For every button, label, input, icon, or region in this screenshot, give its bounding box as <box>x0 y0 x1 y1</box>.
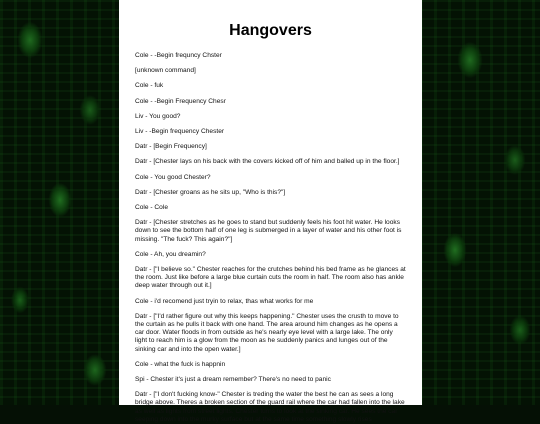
log-entry: Cole - i'd recomend just tryin to relax, thas what works for me <box>135 297 314 305</box>
log-entry: Cole - You good Chester? <box>135 173 211 181</box>
log-entry: Spi - Chester it's just a dream remember? There's no need to panic <box>135 376 331 384</box>
log-entry: Datr - [Chester groans as he sits up, "Who is this?"] <box>135 188 286 196</box>
log-entry: Datr - [Begin Frequency] <box>135 143 207 151</box>
log-entry: Cole - -Begin frequncy Chster <box>135 52 222 59</box>
story-page <box>119 0 422 423</box>
log-entry: [unknown command] <box>135 67 196 75</box>
log-entry: Cole - Ah, you dreamin? <box>135 250 206 258</box>
log-entry: Cole - what the fuck is happnin <box>135 360 226 368</box>
log-entry: Liv - -Begin frequency Chester <box>135 128 225 136</box>
chat-log <box>135 52 406 424</box>
log-entry: Datr - [Chester lays on his back with the covers kicked off of him and balled up in the floor.] <box>135 158 400 166</box>
log-entry: Datr - ["I'd rather figure out why this keeps happening." Chester uses the crusth to move to the curtain as he pulls it back with one hand. The area around him changes as he opens a car door. Water floods in from outside as he's nearly eye level with a large lake. The only light to reach him is a glow from the moon as he suddenly panics and lunges out of the sinking car and into the open water.] <box>135 312 399 353</box>
log-entry: Cole - -Begin Frequency Chesr <box>135 97 226 105</box>
log-entry: Liv - You good? <box>135 112 181 120</box>
log-entry: Datr - [Chester stretches as he goes to stand but suddenly feels his foot hit water. He looks down to see the bottom half of one leg is submerged in a layer of water and his other foot is missing. "The fuck? This again?"] <box>135 219 402 243</box>
log-entry: Cole - fuk <box>135 82 164 90</box>
log-entry: Datr - ["I believe so." Chester reaches for the crutches behind his bed frame as he glances at the room. Just like before a large blue curtain cuts the room in half. The room also has ankle deep water through out it.] <box>135 266 406 290</box>
log-entry: Datr - ["I don't fucking know-" Chester is treding the water the best he can as sees a long bridge above. Theres a broken section of the guard rail where the car had fallen into the lake as well as lights from street lights. Chester turns to look at the sinking car. He sees the car seeping down into the murky surface but at the same time something slowly rises <box>135 391 405 423</box>
log-entry: Cole - Cole <box>135 204 168 212</box>
page-title: Hangovers <box>229 22 312 39</box>
